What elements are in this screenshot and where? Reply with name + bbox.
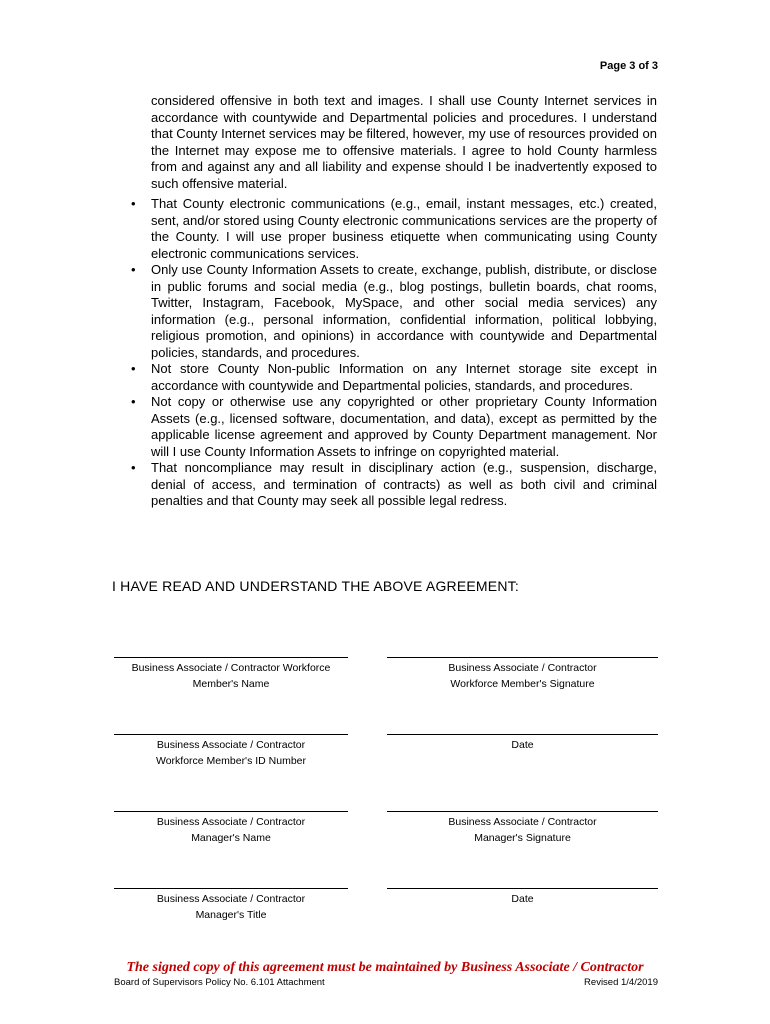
manager-signature-field[interactable] [387, 811, 658, 846]
field-label: Workforce Member's Signature [450, 678, 595, 690]
field-label: Business Associate / Contractor [448, 662, 597, 674]
field-label: Manager's Title [195, 909, 267, 921]
field-label: Business Associate / Contractor [156, 739, 306, 751]
field-label: Date [511, 739, 534, 751]
field-label: Business Associate / Contractor [448, 816, 597, 828]
member-signature-field[interactable] [387, 657, 658, 692]
list-item: • Not store County Non-public Information on any Internet storage site except in accordance with countywide and Departmental policies, standards, and procedures. [151, 361, 657, 394]
list-item: • Only use County Information Assets to create, exchange, publish, distribute, or disclose in public forums and social media (e.g., blog postings, bulletin boards, chat rooms, Twitter, Instagram, Facebook, MySpace, and other social media services) any information (e.g., personal information, confidential information, political lobbying, religious promotion, and opinions) in accordance with countywide and Departmental policies, standards, and procedures. [151, 262, 657, 361]
field-label: Business Associate / Contractor Workforce [131, 662, 331, 674]
list-item: • That noncompliance may result in disciplinary action (e.g., suspension, discharge, denial of access, and termination of contracts) as well as both civil and criminal penalties and that County may seek all possible legal redress. [151, 460, 657, 510]
field-label: Member's Name [192, 678, 270, 690]
field-label: Manager's Name [191, 832, 271, 844]
retention-notice: The signed copy of this agreement must be maintained by Business Associate / Contractor [126, 960, 644, 975]
field-label: Business Associate / Contractor [156, 893, 306, 905]
date-field-1[interactable] [387, 734, 658, 753]
list-item: • Not copy or otherwise use any copyrighted or other proprietary County Information Assets (e.g., licensed software, documentation, and data), except as permitted by the applicable license agreement and approved by County Department management. Nor will I use County Information Assets to infringe on copyrighted material. [151, 394, 657, 460]
policy-reference: Board of Supervisors Policy No. 6.101 Attachment [114, 977, 325, 988]
manager-title-field[interactable] [114, 888, 348, 923]
policy-bullet-list [151, 196, 657, 510]
list-item: • That County electronic communications (e.g., email, instant messages, etc.) created, sent, and/or stored using County electronic communications services are the property of the County. I will use proper business etiquette when communicating using County electronic communications services. [151, 196, 657, 262]
field-label: Date [511, 893, 534, 905]
manager-name-field[interactable] [114, 811, 348, 846]
member-id-field[interactable] [114, 734, 348, 769]
page-number: Page 3 of 3 [599, 60, 658, 72]
field-label: Workforce Member's ID Number [155, 755, 306, 767]
agreement-heading: I HAVE READ AND UNDERSTAND THE ABOVE AGREEMENT: [112, 578, 519, 594]
field-label: Manager's Signature [474, 832, 571, 844]
revision-date: Revised 1/4/2019 [584, 977, 658, 988]
member-name-field[interactable] [114, 657, 348, 692]
date-field-2[interactable] [387, 888, 658, 907]
field-label: Business Associate / Contractor [156, 816, 306, 828]
intro-paragraph: considered offensive in both text and images. I shall use County Internet services in accordance with countywide and Departmental policies and procedures. I understand that County Internet services may be filtered, however, my use of resources provided on the Internet may expose me to offensive materials. I agree to hold County harmless from and against any and all liability and expense should I be inadvertently exposed to such offensive material. [151, 93, 657, 191]
